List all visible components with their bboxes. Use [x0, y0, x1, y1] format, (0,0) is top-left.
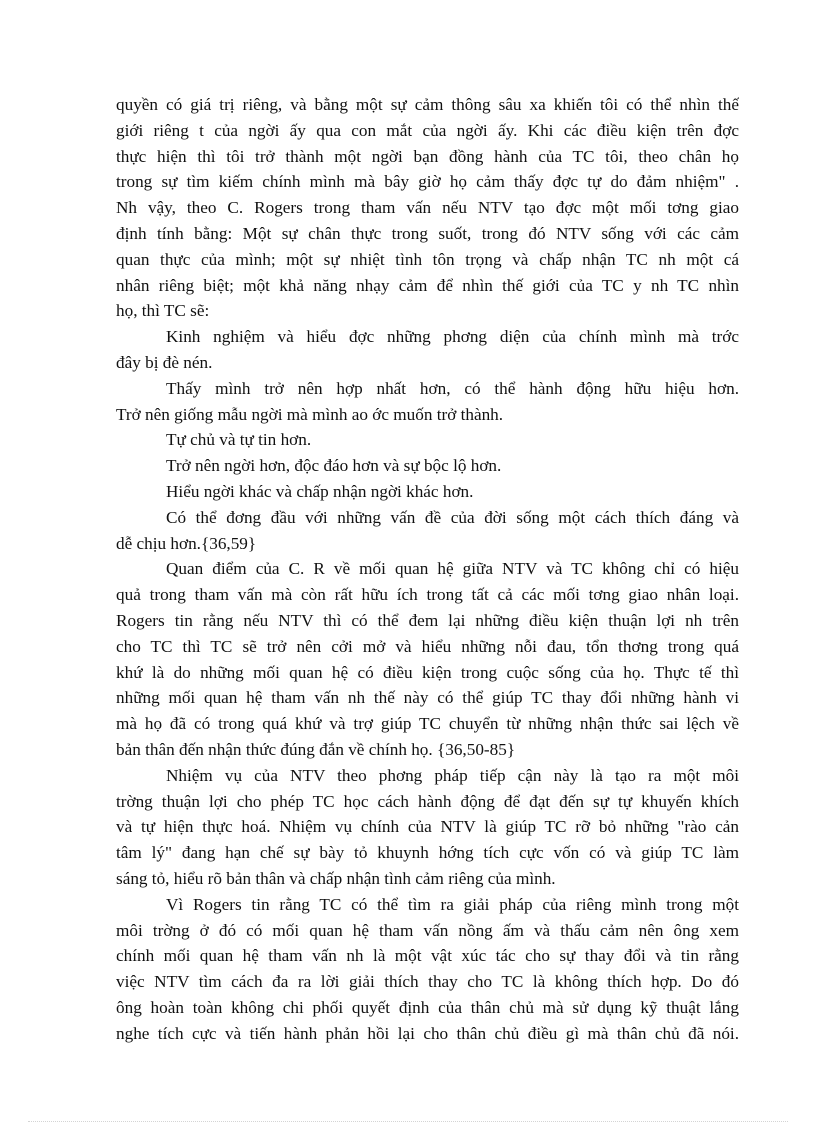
text-line: quyền có giá trị riêng, và bằng một sự cảm thông sâu xa khiến tôi có thể nhìn thế — [116, 95, 739, 114]
text-line: sáng tỏ, hiểu rõ bản thân và chấp nhận tình cảm riêng của mình. — [116, 868, 556, 888]
text-line: đây bị đè nén. — [116, 352, 213, 372]
text-line: tâm lý" đang hạn chế sự bày tỏ khuynh hớng tích cực vốn có và giúp TC làm — [116, 843, 739, 863]
text-line: bản thân đến nhận thức đúng đắn về chính họ. {36,50-85} — [116, 739, 516, 759]
text-line: Trở nên giống mẫu ngời mà mình ao ớc muốn trở thành. — [116, 404, 504, 424]
text-line: cho TC thì TC sẽ trở nên cởi mở và hiểu những nỗi đau, tổn thơng trong quá — [116, 636, 739, 656]
text-line: họ, thì TC sẽ: — [116, 301, 210, 321]
text-line: môi trờng ở đó có mối quan hệ tham vấn nồng ấm và thấu cảm nên ông xem — [116, 920, 739, 940]
text-line: Nh vậy, theo C. Rogers trong tham vấn nếu NTV tạo đợc một mối tơng giao — [116, 198, 739, 218]
text-line: ông hoàn toàn không chi phối quyết định của thân chủ mà sử dụng kỹ thuật lắng — [116, 997, 739, 1017]
text-line: dễ chịu hơn.{36,59} — [116, 533, 257, 553]
text-line: thực hiện thì tôi trở thành một ngời bạn đồng hành của TC tôi, theo chân họ — [116, 146, 739, 166]
text-line: việc NTV tìm cách đa ra lời giải thích thay cho TC là không thích hợp. Do đó — [116, 972, 739, 992]
text-line: Trở nên ngời hơn, độc đáo hơn và sự bộc lộ hơn. — [166, 456, 502, 476]
text-line: Có thể đơng đầu với những vấn đề của đời sống một cách thích đáng và — [166, 507, 739, 527]
text-line: nghe tích cực và tiến hành phản hồi lại cho thân chủ điều gì mà thân chủ đã nói. — [116, 1023, 739, 1043]
page-bottom-divider — [28, 1121, 788, 1122]
text-line: Tự chủ và tự tin hơn. — [166, 430, 312, 450]
text-line: quả trong tham vấn mà còn rất hữu ích trong tất cả các mối tơng giao nhân loại. — [116, 585, 739, 605]
document-body — [116, 92, 739, 1046]
text-line: Nhiệm vụ của NTV theo phơng pháp tiếp cận này là tạo ra một môi — [166, 765, 739, 785]
text-line: trong sự tìm kiếm chính mình mà bây giờ họ cảm thấy đợc tự do đảm nhiệm" . — [116, 172, 739, 192]
text-line: khứ là do những mối quan hệ có điều kiện trong cuộc sống của họ. Thực tế thì — [116, 662, 739, 682]
text-line: mà họ đã có trong quá khứ và trợ giúp TC chuyển từ những nhận thức sai lệch về — [116, 714, 739, 734]
text-line: và tự hiện thực hoá. Nhiệm vụ chính của NTV là giúp TC rỡ bỏ những "rào cản — [116, 817, 739, 837]
text-line: Thấy mình trở nên hợp nhất hơn, có thể hành động hữu hiệu hơn. — [166, 378, 739, 398]
text-line: định tính bằng: Một sự chân thực trong suốt, trong đó NTV sống với các cảm — [116, 223, 739, 243]
text-line: trờng thuận lợi cho phép TC học cách hành động để đạt đến sự tự khuyến khích — [116, 791, 739, 811]
text-line: giới riêng t của ngời ấy qua con mắt của ngời ấy. Khi các điều kiện trên đợc — [116, 120, 739, 140]
text-line: Hiểu ngời khác và chấp nhận ngời khác hơn. — [166, 481, 474, 501]
text-line: nhân riêng biệt; một khả năng nhạy cảm để nhìn thế giới của TC y nh TC nhìn — [116, 275, 739, 295]
text-line: Rogers tin rằng nếu NTV thì có thể đem lại những điều kiện thuận lợi nh trên — [116, 610, 739, 630]
text-line: những mối quan hệ tham vấn nh thế này có thể giúp TC thay đổi những hành vi — [116, 688, 739, 708]
text-line: Vì Rogers tin rằng TC có thể tìm ra giải pháp của riêng mình trong một — [166, 894, 739, 914]
text-line: Quan điểm của C. R về mối quan hệ giữa NTV và TC không chỉ có hiệu — [166, 559, 739, 579]
text-line: Kinh nghiệm và hiểu đợc những phơng diện của chính mình mà trớc — [166, 327, 739, 347]
text-line: quan thực của mình; một sự nhiệt tình tôn trọng và chấp nhận TC nh một cá — [116, 249, 739, 269]
text-line: chính mối quan hệ tham vấn nh là một vật xúc tác cho sự thay đổi và tin rằng — [116, 946, 739, 966]
